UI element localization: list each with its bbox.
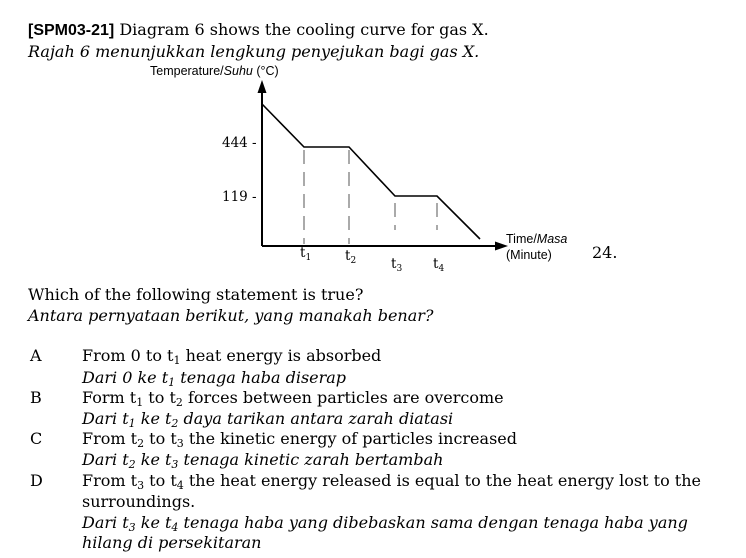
x-tick-label-t4: $t_4$ — [433, 256, 445, 274]
y-tick-label-119: 119 - — [222, 189, 257, 205]
option-a-text-bm: Dari 0 ke $t_1$ tenaga haba diserap — [82, 368, 347, 389]
y-axis-label-unit: (°C) — [252, 64, 279, 78]
option-b-text-bm: Dari $t_1$ ke $t_2$ daya tarikan antara zarah diatasi — [82, 409, 454, 430]
option-b-letter: B — [30, 388, 42, 407]
question-intro-bm: Rajah 6 menunjukkan lengkung penyejukan bagi gas X. — [28, 42, 480, 61]
intro-en-text: Diagram 6 shows the cooling curve for gas X. — [119, 20, 489, 39]
x-axis-label — [506, 232, 567, 246]
option-c-text-en: From $t_2$ to $t_3$ the kinetic energy of particles increased — [82, 429, 517, 450]
x-tick-label-t3: $t_3$ — [391, 256, 403, 274]
option-b-text-en: Form $t_1$ to $t_2$ forces between particles are overcome — [82, 388, 504, 409]
y-axis-label — [150, 64, 279, 78]
option-d-text-en: From $t_3$ to $t_4$ the heat energy released is equal to the heat energy lost to the — [82, 471, 701, 492]
option-d-letter: D — [30, 471, 43, 490]
x-tick-label-t1: $t_1$ — [300, 245, 312, 263]
option-a-text-en: From 0 to $t_1$ heat energy is absorbed — [82, 346, 382, 367]
question-code: [SPM03-21] — [28, 22, 115, 39]
question-number: 24. — [592, 243, 618, 262]
option-c-text-bm: Dari $t_2$ ke $t_3$ tenaga kinetic zarah bertambah — [82, 450, 444, 471]
option-c-letter: C — [30, 429, 43, 448]
option-d-text-bm-line2: hilang di persekitaran — [82, 533, 262, 552]
cooling-curve-line — [262, 104, 480, 239]
question-prompt-en: Which of the following statement is true? — [28, 285, 364, 304]
y-axis-label-bm: Suhu — [223, 64, 253, 78]
x-axis-label-bm: Masa — [536, 232, 568, 246]
option-d-text-en-line2: surroundings. — [82, 492, 196, 511]
x-tick-label-t2: $t_2$ — [345, 248, 357, 266]
y-tick-label-444: 444 - — [222, 135, 257, 151]
option-a-letter: A — [30, 346, 42, 365]
y-axis-label-en: Temperature/ — [150, 64, 224, 78]
x-axis-label-unit: (Minute) — [506, 248, 552, 262]
option-d-text-bm: Dari $t_3$ ke $t_4$ tenaga haba yang dibebaskan sama dengan tenaga haba yang — [82, 513, 688, 534]
question-prompt-bm: Antara pernyataan berikut, yang manakah benar? — [28, 306, 434, 325]
y-axis-arrowhead — [258, 80, 267, 93]
x-axis-label-en: Time/ — [506, 232, 537, 246]
